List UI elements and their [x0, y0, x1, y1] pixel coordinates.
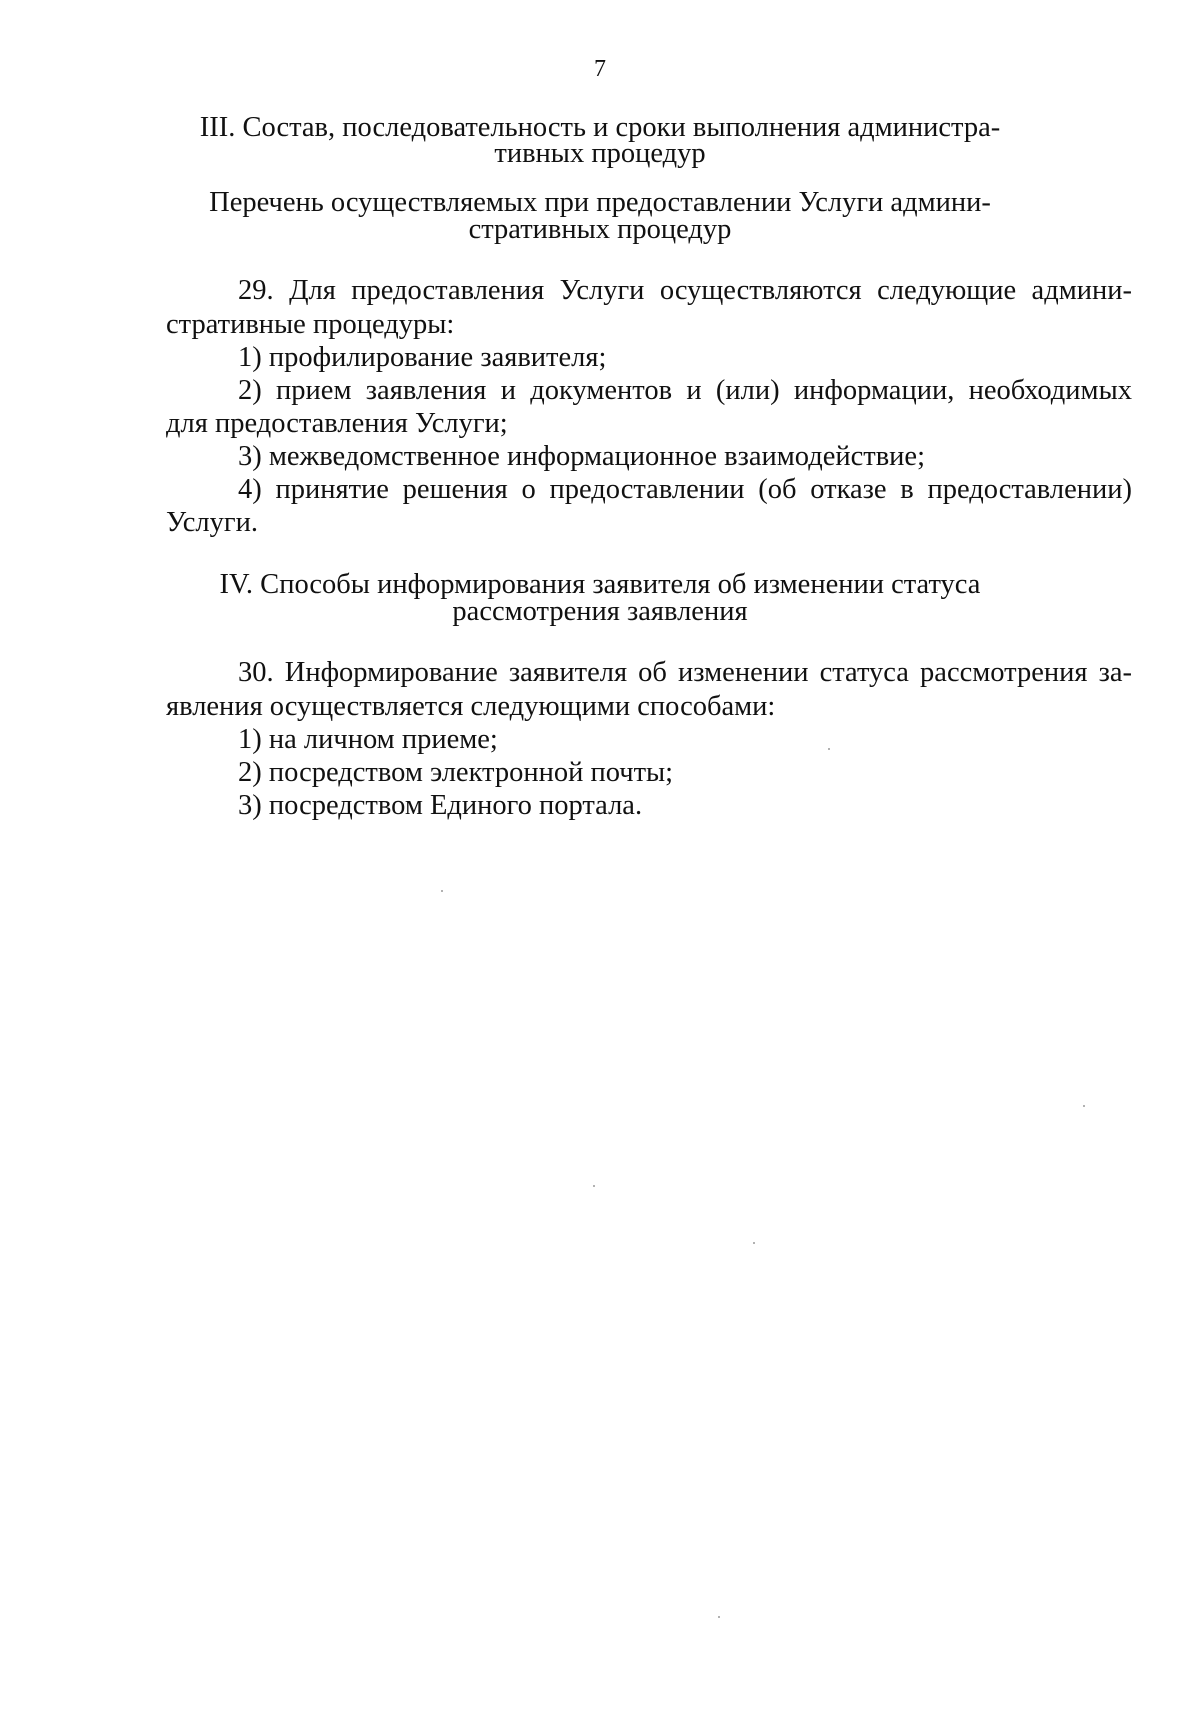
item-29-sub-3: 3) межведомственное информационное взаимодействие;	[238, 441, 925, 472]
section-4-heading-line-1: IV. Способы информирования заявителя об изменении статуса	[219, 569, 981, 600]
page-number: 7	[594, 56, 606, 82]
item-30-sub-2: 2) посредством электронной почты;	[238, 757, 674, 788]
scan-speck	[753, 1242, 755, 1244]
item-29-line-1: 29. Для предоставления Услуги осуществляются следующие админи-	[238, 275, 1132, 306]
item-29-sub-4-line-1: 4) принятие решения о предоставлении (об отказе в предоставлении)	[238, 474, 1132, 505]
scan-speck	[441, 890, 443, 892]
section-3-heading-line-1: III. Состав, последовательность и сроки выполнения администра-	[199, 112, 1001, 143]
section-3-heading-line-2: тивных процедур	[494, 138, 706, 169]
scan-speck	[828, 748, 830, 750]
item-29-sub-4-line-2: Услуги.	[166, 507, 258, 538]
item-29-sub-2-line-1: 2) прием заявления и документов и (или) информации, необходимых	[238, 375, 1132, 406]
item-30-line-1: 30. Информирование заявителя об изменении статуса рассмотрения за-	[238, 657, 1132, 688]
scan-speck	[1083, 1105, 1085, 1107]
item-29-sub-2-line-2: для предоставления Услуги;	[166, 408, 508, 439]
item-29-line-2: стративные процедуры:	[166, 309, 455, 340]
item-30-sub-3: 3) посредством Единого портала.	[238, 790, 643, 821]
item-30-sub-1: 1) на личном приеме;	[238, 724, 498, 755]
item-30-line-2: явления осуществляется следующими способами:	[166, 691, 776, 722]
item-29-sub-1: 1) профилирование заявителя;	[238, 342, 607, 373]
scan-speck	[593, 1185, 595, 1187]
scan-speck	[718, 1616, 720, 1618]
section-3-subheading-line-1: Перечень осуществляемых при предоставлении Услуги админи-	[209, 187, 991, 218]
section-3-subheading-line-2: стративных процедур	[468, 214, 732, 245]
section-4-heading-line-2: рассмотрения заявления	[452, 596, 748, 627]
